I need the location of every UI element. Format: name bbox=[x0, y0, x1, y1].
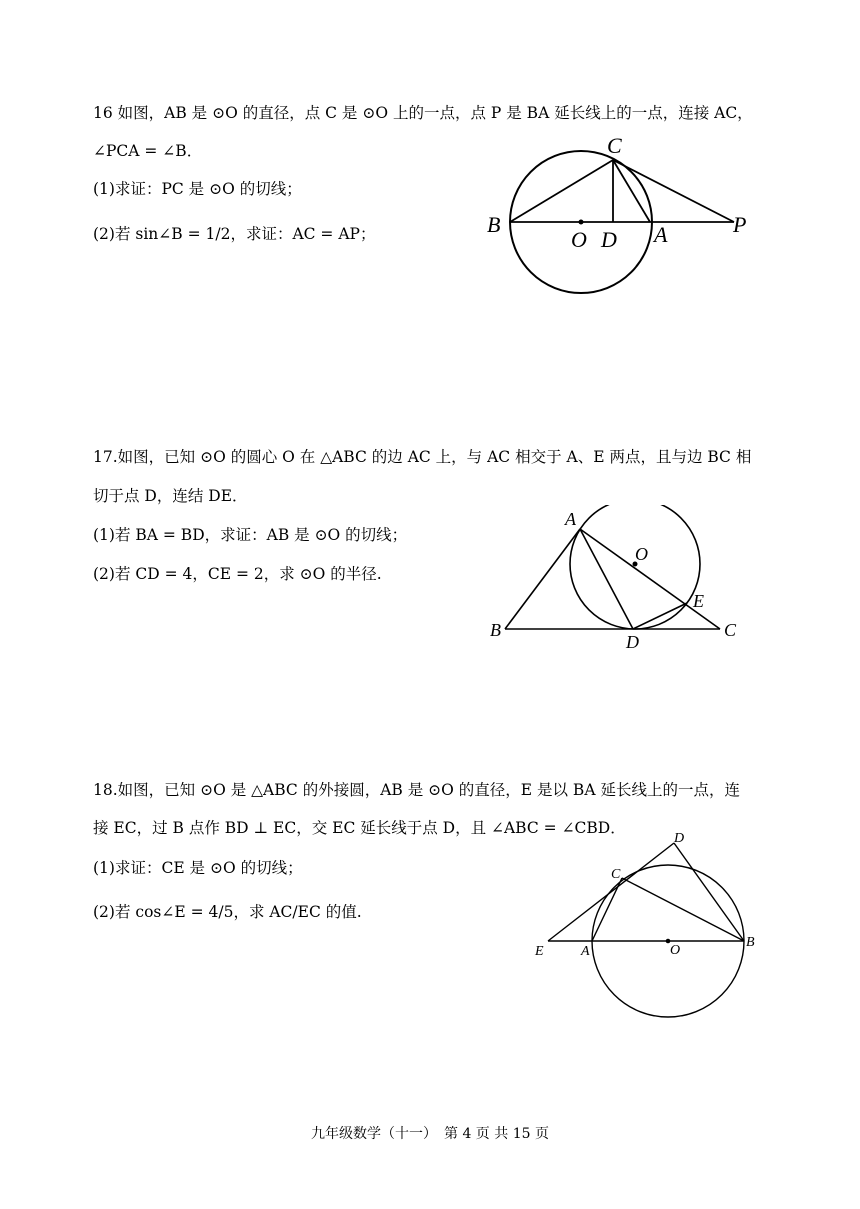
p16-figure bbox=[480, 135, 780, 295]
p17-label-D: D bbox=[626, 632, 639, 652]
p18-line-2: 接 EC，过 B 点作 BD ⊥ EC，交 EC 延长线于点 D，且 ∠ABC = ∠CBD． bbox=[93, 819, 626, 837]
p17-label-O: O bbox=[635, 544, 648, 564]
p17-line-DE bbox=[633, 603, 687, 629]
p17-label-B: B bbox=[490, 620, 501, 640]
p18-line-3: (1)求证：CE 是 ⊙O 的切线； bbox=[93, 859, 303, 877]
p18-label-E: E bbox=[535, 944, 544, 959]
p18-label-O: O bbox=[670, 943, 681, 958]
p17-line-2: 切于点 D，连结 DE． bbox=[93, 487, 248, 505]
p18-line-ED bbox=[548, 843, 674, 941]
p16-label-C: C bbox=[607, 135, 622, 158]
p17-label-A: A bbox=[565, 509, 576, 529]
p17-line-1: 17.如图，已知 ⊙O 的圆心 O 在 △ABC 的边 AC 上，与 AC 相交于 A、E 两点，且与边 BC 相 bbox=[93, 448, 752, 466]
p18-line-CB bbox=[622, 878, 744, 941]
p18-label-C: C bbox=[611, 867, 621, 882]
page-footer: 九年级数学（十一） 第 4 页 共 15 页 bbox=[311, 1126, 549, 1142]
p18-label-A: A bbox=[581, 944, 590, 959]
p18-line-AC bbox=[592, 878, 622, 941]
p17-label-C: C bbox=[724, 620, 737, 640]
p16-line-2: ∠PCA = ∠B． bbox=[93, 142, 203, 160]
p18-label-B: B bbox=[746, 935, 755, 950]
p16-label-B: B bbox=[487, 212, 501, 237]
p18-line-1: 18.如图，已知 ⊙O 是 △ABC 的外接圆，AB 是 ⊙O 的直径，E 是以 BA 延长线上的一点，连 bbox=[93, 781, 740, 799]
p18-label-D: D bbox=[674, 831, 685, 846]
p17-label-E: E bbox=[693, 591, 704, 611]
p18-line-DB bbox=[674, 843, 744, 941]
p18-line-4: (2)若 cos∠E = 4/5，求 AC/EC 的值. bbox=[93, 903, 362, 921]
p16-label-D: D bbox=[601, 227, 617, 252]
p17-line-3: (1)若 BA = BD，求证：AB 是 ⊙O 的切线； bbox=[93, 526, 408, 544]
p17-figure bbox=[480, 505, 750, 655]
p16-line-1: 16 如图，AB 是 ⊙O 的直径，点 C 是 ⊙O 上的一点，点 P 是 BA 延长线上的一点，连接 AC， bbox=[93, 104, 753, 122]
p16-center-dot bbox=[579, 220, 584, 225]
p16-line-BC bbox=[510, 160, 613, 222]
p16-line-4: (2)若 sin∠B = 1/2，求证：AC = AP； bbox=[93, 225, 376, 243]
p16-label-A: A bbox=[654, 222, 668, 247]
p17-line-AD bbox=[580, 529, 633, 629]
p18-figure bbox=[530, 828, 770, 1018]
p16-label-P: P bbox=[733, 212, 747, 237]
p16-line-3: (1)求证：PC 是 ⊙O 的切线； bbox=[93, 180, 302, 198]
p17-line-4: (2)若 CD = 4，CE = 2，求 ⊙O 的半径. bbox=[93, 565, 382, 583]
p17-circle bbox=[570, 505, 700, 629]
p17-line-AB bbox=[505, 529, 580, 629]
p16-label-O: O bbox=[571, 227, 587, 252]
